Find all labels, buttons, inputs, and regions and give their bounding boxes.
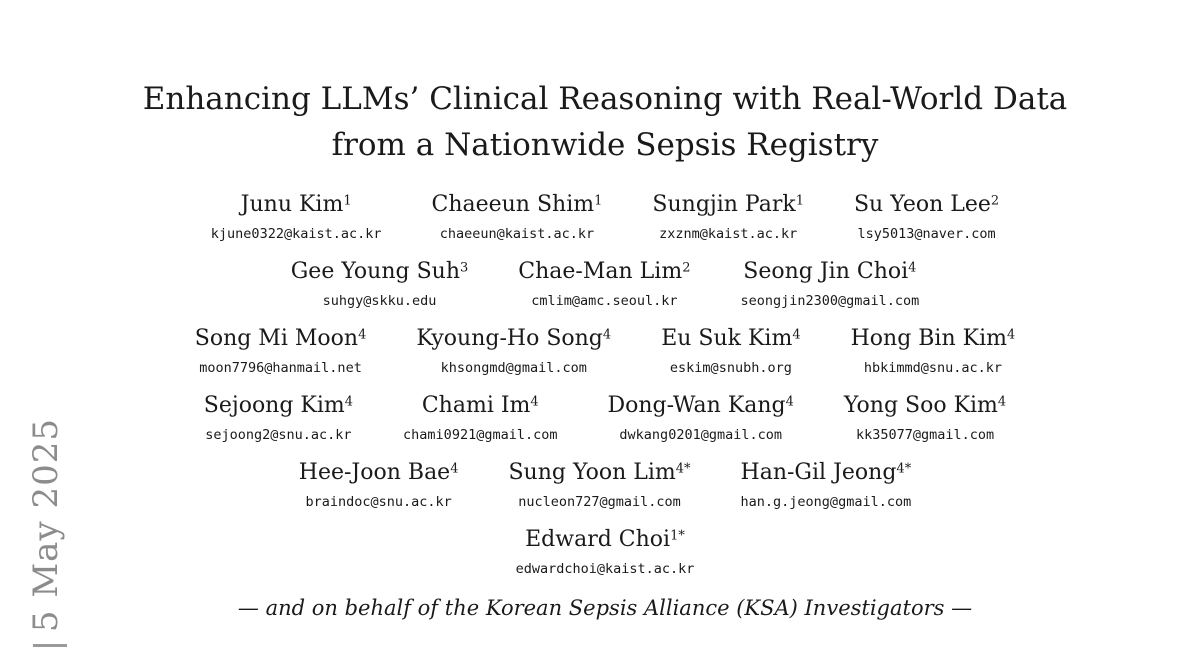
- author-row: [211, 192, 999, 242]
- author-email: suhgy@skku.edu: [322, 293, 437, 309]
- author-email: braindoc@snu.ac.kr: [305, 494, 452, 510]
- author-name: Sungjin Park$^1$: [652, 192, 804, 217]
- author-list: [100, 192, 1110, 577]
- author-name: Sung Yoon Lim$^{4*}$: [508, 460, 691, 485]
- author-email: chami0921@gmail.com: [403, 427, 558, 443]
- author-row: [195, 326, 1016, 376]
- author-email: eskim@snubh.org: [669, 360, 792, 376]
- arxiv-bracket-mark: [33, 644, 67, 647]
- author-block: [516, 527, 695, 577]
- author-block: [652, 192, 804, 242]
- author-block: [740, 259, 919, 309]
- author-affiliation-superscript: 4*: [675, 461, 691, 477]
- arxiv-submission-date: 5 May 2025: [26, 417, 66, 632]
- author-affiliation-superscript: 1: [795, 193, 804, 209]
- paper-title: [143, 76, 1068, 168]
- author-email: moon7796@hanmail.net: [199, 360, 362, 376]
- author-row: [299, 460, 911, 510]
- author-email: hbkimmd@snu.ac.kr: [863, 360, 1002, 376]
- author-block: [299, 460, 459, 510]
- author-block: [431, 192, 602, 242]
- author-name: Chaeeun Shim$^1$: [431, 192, 603, 217]
- author-name: Sejoong Kim$^4$: [203, 393, 354, 418]
- author-block: [204, 393, 353, 443]
- author-name: Edward Choi$^{1*}$: [525, 527, 685, 552]
- author-affiliation-superscript: 2: [990, 193, 1000, 209]
- author-affiliation-superscript: 4: [908, 260, 917, 276]
- author-affiliation-superscript: 3: [460, 260, 469, 276]
- author-email: sejoong2@snu.ac.kr: [205, 427, 352, 443]
- author-email: khsongmd@gmail.com: [440, 360, 587, 376]
- author-affiliation-superscript: 4: [530, 394, 539, 410]
- author-block: [854, 192, 999, 242]
- author-block: [195, 326, 367, 376]
- author-affiliation-superscript: 1*: [670, 528, 685, 544]
- author-block: [661, 326, 800, 376]
- author-email: nucleon727@gmail.com: [518, 494, 681, 510]
- author-block: [851, 326, 1016, 376]
- author-affiliation-superscript: 4: [1006, 327, 1016, 343]
- author-email: chaeeun@kaist.ac.kr: [439, 226, 595, 242]
- author-affiliation-superscript: 4: [997, 394, 1007, 410]
- author-name: Chae-Man Lim$^2$: [518, 259, 691, 284]
- author-affiliation-superscript: 4: [344, 394, 354, 410]
- author-name: Han-Gil Jeong$^{4*}$: [740, 460, 912, 485]
- paper-title-line-2: from a Nationwide Sepsis Registry: [331, 127, 879, 163]
- author-block: [291, 259, 469, 309]
- author-block: [211, 192, 382, 242]
- author-block: [741, 460, 912, 510]
- author-row: [204, 393, 1006, 443]
- author-affiliation-superscript: 4*: [896, 461, 912, 477]
- author-block: [416, 326, 611, 376]
- author-email: zxznm@kaist.ac.kr: [659, 226, 798, 242]
- paper-content: [100, 0, 1110, 648]
- author-affiliation-superscript: 1: [343, 193, 352, 209]
- collaboration-note: — and on behalf of the Korean Sepsis Alliance (KSA) Investigators —: [237, 596, 973, 620]
- author-name: Hee-Joon Bae$^4$: [298, 460, 459, 485]
- author-affiliation-superscript: 2: [682, 260, 691, 276]
- author-name: Dong-Wan Kang$^4$: [607, 393, 794, 418]
- author-name: Gee Young Suh$^3$: [290, 259, 469, 284]
- author-affiliation-superscript: 4: [450, 461, 459, 477]
- author-name: Song Mi Moon$^4$: [194, 326, 367, 351]
- author-row: [516, 527, 695, 577]
- author-name: Eu Suk Kim$^4$: [661, 326, 801, 351]
- author-name: Chami Im$^4$: [421, 393, 539, 418]
- author-email: lsy5013@naver.com: [857, 226, 996, 242]
- author-email: kk35077@gmail.com: [855, 427, 995, 443]
- author-email: seongjin2300@gmail.com: [740, 293, 920, 309]
- author-block: [518, 259, 690, 309]
- author-block: [508, 460, 690, 510]
- author-name: Kyoung-Ho Song$^4$: [416, 326, 612, 351]
- author-name: Yong Soo Kim$^4$: [843, 393, 1007, 418]
- author-block: [844, 393, 1006, 443]
- author-email: han.g.jeong@gmail.com: [740, 494, 912, 510]
- author-block: [403, 393, 557, 443]
- author-email: dwkang0201@gmail.com: [619, 427, 782, 443]
- author-email: kjune0322@kaist.ac.kr: [210, 226, 382, 242]
- paper-title-line-1: Enhancing LLMs’ Clinical Reasoning with Real-World Data: [142, 81, 1068, 117]
- author-block: [607, 393, 793, 443]
- author-name: Junu Kim$^1$: [240, 192, 352, 217]
- author-email: cmlim@amc.seoul.kr: [531, 293, 678, 309]
- author-email: edwardchoi@kaist.ac.kr: [515, 561, 695, 577]
- author-affiliation-superscript: 4: [785, 394, 794, 410]
- author-name: Seong Jin Choi$^4$: [743, 259, 917, 284]
- author-name: Su Yeon Lee$^2$: [853, 192, 1000, 217]
- author-affiliation-superscript: 4: [358, 327, 367, 343]
- author-affiliation-superscript: 4: [792, 327, 801, 343]
- author-row: [291, 259, 920, 309]
- author-affiliation-superscript: 4: [602, 327, 612, 343]
- author-name: Hong Bin Kim$^4$: [850, 326, 1016, 351]
- author-affiliation-superscript: 1: [594, 193, 603, 209]
